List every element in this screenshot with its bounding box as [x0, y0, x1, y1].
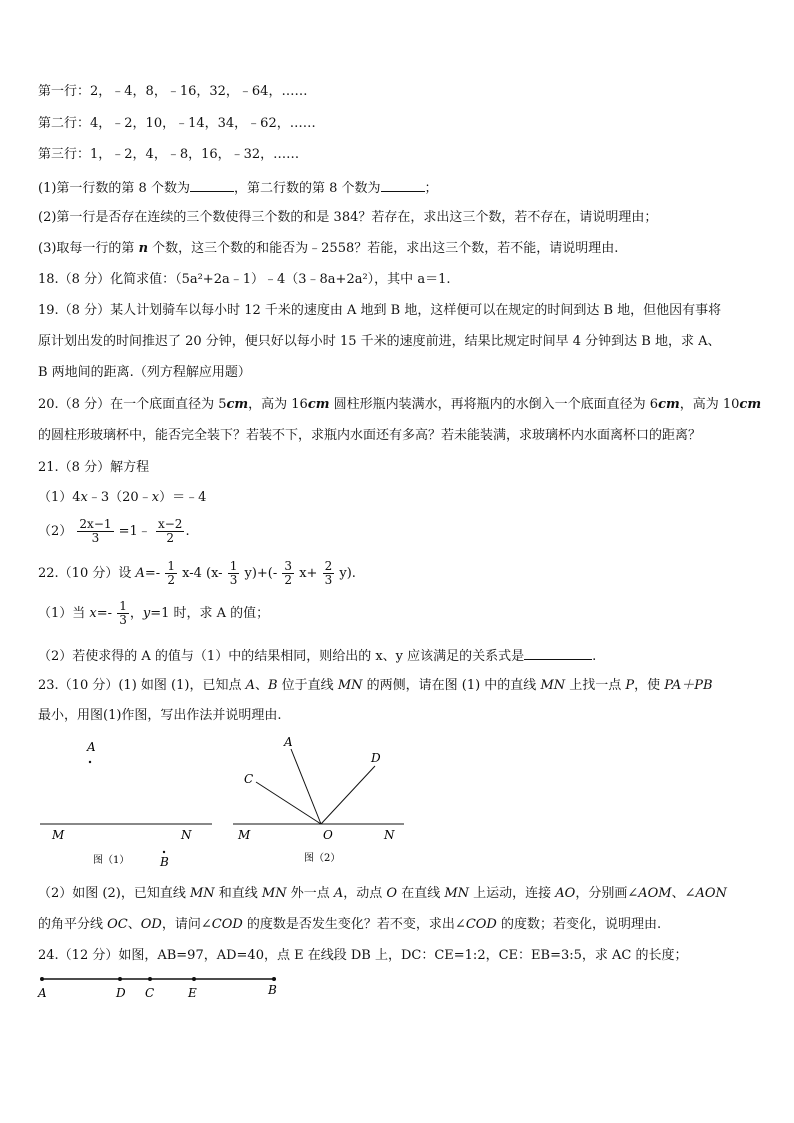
q23-text: 的两侧，请在图 (1) 中的直线 [362, 678, 541, 693]
fraction-numerator: 1 [119, 599, 127, 613]
ray-oa [291, 749, 321, 824]
question-23-line-2: 最小，用图(1)作图，写出作法并说明理由. [38, 708, 282, 723]
fraction [77, 518, 113, 545]
angle-label: AOM [638, 886, 672, 901]
unit-cm: cm [226, 397, 249, 412]
fraction [156, 518, 184, 545]
q17-p1-text-a: (1)第一行数的第 8 个数为 [38, 181, 190, 196]
figure-segment [0, 968, 794, 1008]
q20-text-d: ，高为 10 [679, 397, 740, 412]
fraction [228, 560, 240, 587]
fraction-denominator: 3 [324, 573, 333, 587]
q23-text: ，使 [634, 678, 665, 693]
point-e-label: E [188, 986, 197, 1000]
q23-text: 、∠ [671, 886, 696, 901]
q20-text-b: ，高为 16 [248, 397, 308, 412]
fraction [282, 560, 294, 587]
fraction [323, 560, 335, 587]
q22-b: =- [144, 566, 161, 581]
question-21-eq-2 [38, 515, 190, 549]
variable-x: x [80, 490, 88, 505]
eq1-c: ）＝﹣4 [159, 490, 207, 505]
q23-text: 上运动，连接 [469, 886, 556, 901]
figures-1-2 [0, 728, 794, 878]
fraction-numerator: 2x−1 [79, 517, 112, 531]
question-22-part-1 [38, 597, 269, 631]
point-a-label: A [38, 986, 47, 1000]
q23-text: ，请问∠ [161, 917, 212, 932]
point-a [40, 977, 44, 981]
row-3: 第三行：1，﹣2，4，﹣8，16，﹣32，…… [38, 147, 300, 162]
q22-e: x+ [299, 566, 318, 581]
q23-text: （2）如图 (2)，已知直线 [38, 886, 190, 901]
answer-blank-2[interactable] [381, 179, 425, 192]
unit-cm: cm [307, 397, 330, 412]
point-c-label: C [145, 986, 155, 1000]
q22-p2-b: . [592, 649, 597, 664]
angle-label: COD [465, 917, 497, 932]
question-21-eq-1 [38, 490, 206, 506]
q23-text: ，分别画∠ [575, 886, 639, 901]
ray-label: OD [140, 917, 162, 932]
question-18: 18.（8 分）化简求值：（5a²+2a﹣1）﹣4（3﹣8a+2a²），其中 a＝1. [38, 272, 451, 287]
q22-p1-d: =1 时，求 A 的值； [150, 606, 270, 621]
q22-p1-c: ， [129, 606, 143, 621]
fraction-numerator: x−2 [157, 517, 183, 531]
q23-text: 、 [254, 678, 268, 693]
point-n-label: N [384, 828, 395, 842]
point-m-label: M [238, 828, 251, 842]
point-e [192, 977, 196, 981]
q23-text: 的度数是否发生变化？若不变，求出∠ [242, 917, 466, 932]
variable-y: y [142, 606, 151, 621]
q23-text: 的角平分线 [38, 917, 108, 932]
point-b-label: B [160, 855, 169, 869]
fraction-numerator: 2 [324, 559, 333, 573]
fraction-denominator: 2 [166, 531, 175, 545]
fraction-numerator: 1 [229, 559, 238, 573]
point-label: B [267, 678, 278, 693]
point-label: A [333, 886, 344, 901]
q22-c: x-4 (x- [182, 566, 223, 581]
variable-n: n [138, 241, 149, 256]
fraction [117, 600, 129, 627]
question-23-line-1 [38, 678, 713, 694]
q22-p1-a: （1）当 [38, 606, 90, 621]
point-c [148, 977, 152, 981]
q22-p2-a: （2）若使求得的 A 的值与（1）中的结果相同，则给出的 x、y 应该满足的关系式是 [38, 649, 525, 664]
variable-A: A [135, 566, 145, 581]
row-2: 第二行：4，﹣2，10，﹣14，34，﹣62，…… [38, 116, 316, 131]
question-23-line-4 [38, 917, 661, 933]
angle-label: COD [211, 917, 243, 932]
question-21-head: 21.（8 分）解方程 [38, 460, 150, 475]
question-19-line-2: 原计划出发的时间推迟了 20 分钟，便只好以每小时 15 千米的速度前进，结果比规定时间早 4 分钟到达 B 地，求 A、 [38, 334, 721, 349]
point-d-label: D [116, 986, 126, 1000]
q17-part-3 [38, 241, 618, 257]
question-19-line-3: B 两地间的距离.（列方程解应用题） [38, 365, 251, 380]
q23-text: 和直线 [214, 886, 262, 901]
line-label: MN [189, 886, 215, 901]
answer-blank-3[interactable] [524, 647, 592, 660]
point-b [272, 977, 276, 981]
segment-label: AO [555, 886, 576, 901]
ray-oc [256, 782, 321, 824]
q22-a: 22.（10 分）设 [38, 566, 136, 581]
point-d [118, 977, 122, 981]
eq2-b: =1﹣ [118, 524, 151, 539]
fraction-numerator: 1 [167, 559, 175, 573]
q17-part-1 [38, 179, 438, 197]
question-20-line-1 [38, 397, 761, 413]
variable-x: x [151, 490, 160, 505]
question-23-line-3 [38, 886, 727, 902]
question-24: 24.（12 分）如图，AB=97，AD=40，点 E 在线段 DB 上，DC：CE=1:2，CE：EB=3:5，求 AC 的长度； [38, 948, 688, 963]
question-19-line-1: 19.（8 分）某人计划骑车以每小时 12 千米的速度由 A 地到 B 地，这样便可以在规定的时间到达 B 地，但他因有事将 [38, 303, 722, 318]
q17-part-2: (2)第一行是否存在连续的三个数使得三个数的和是 384？若存在，求出这三个数，若不存在，请说明理由； [38, 210, 658, 225]
q23-text: 在直线 [397, 886, 445, 901]
point-label: O [386, 886, 398, 901]
eq2-c: . [185, 524, 190, 539]
eq1-b: ﹣3（20﹣ [87, 490, 152, 505]
variable-x: x [89, 606, 97, 621]
line-label: MN [540, 678, 566, 693]
figure-2-caption: 图（2） [304, 853, 341, 864]
q23-text: 位于直线 [277, 678, 338, 693]
point-b [163, 851, 165, 853]
row-1: 第一行：2，﹣4，8，﹣16，32，﹣64，…… [38, 84, 308, 99]
fraction-denominator: 3 [91, 531, 100, 545]
q22-p1-b: =- [96, 606, 113, 621]
unit-cm: cm [658, 397, 680, 412]
fraction-denominator: 2 [284, 573, 293, 587]
q23-text: ，动点 [343, 886, 387, 901]
figure-1-caption: 图（1） [93, 855, 130, 866]
point-a-label: A [87, 740, 96, 754]
line-label: MN [444, 886, 470, 901]
line-label: MN [261, 886, 287, 901]
point-label: P [625, 678, 635, 693]
figure-2 [233, 735, 404, 864]
q23-text: 上找一点 [565, 678, 626, 693]
q20-text-a: 20.（8 分）在一个底面直径为 5 [38, 397, 227, 412]
q23-text: 的度数；若变化，说明理由. [496, 917, 662, 932]
q20-text-c: 圆柱形瓶内装满水，再将瓶内的水倒入一个底面直径为 6 [329, 397, 659, 412]
fraction-denominator: 2 [167, 573, 175, 587]
point-a-label: A [284, 735, 293, 749]
eq1-a: （1）4 [38, 490, 81, 505]
ray-od [321, 766, 375, 824]
q17-p1-text-c: ； [424, 181, 438, 196]
q17-p1-text-b: ，第二行数的第 8 个数为 [233, 181, 381, 196]
point-b-label: B [268, 983, 277, 997]
fraction-denominator: 3 [229, 573, 238, 587]
point-label: A [245, 678, 255, 693]
q22-d: y)+(- [244, 566, 278, 581]
q22-f: y). [339, 566, 356, 581]
point-d-label: D [371, 751, 381, 765]
question-22-part-2 [38, 647, 596, 665]
fraction [165, 560, 177, 587]
fraction-numerator: 3 [284, 559, 293, 573]
q23-text: 、 [127, 917, 141, 932]
angle-label: AON [695, 886, 727, 901]
point-c-label: C [244, 772, 254, 786]
expression: PA＋PB [664, 678, 713, 693]
q23-text: 23.（10 分）(1) 如图 (1)，已知点 [38, 678, 246, 693]
question-22 [38, 557, 356, 591]
q17-p3-text-b: 个数，这三个数的和能否为﹣2558？若能，求出这三个数，若不能，请说明理由. [148, 241, 619, 256]
point-o-label: O [323, 828, 333, 842]
fraction-denominator: 3 [119, 613, 127, 627]
point-n-label: N [181, 828, 192, 842]
line-label: MN [337, 678, 363, 693]
question-20-line-2: 的圆柱形玻璃杯中，能否完全装下？若装不下，求瓶内水面还有多高？若未能装满，求玻璃杯内水面离杯口的距离？ [38, 428, 702, 443]
unit-cm: cm [739, 397, 762, 412]
q23-text: 外一点 [286, 886, 334, 901]
answer-blank-1[interactable] [190, 179, 234, 192]
point-a [89, 761, 91, 763]
point-m-label: M [52, 828, 65, 842]
ray-label: OC [107, 917, 128, 932]
q17-p3-text-a: (3)取每一行的第 [38, 241, 139, 256]
figure-1 [40, 740, 212, 869]
eq2-a: （2） [38, 524, 73, 539]
